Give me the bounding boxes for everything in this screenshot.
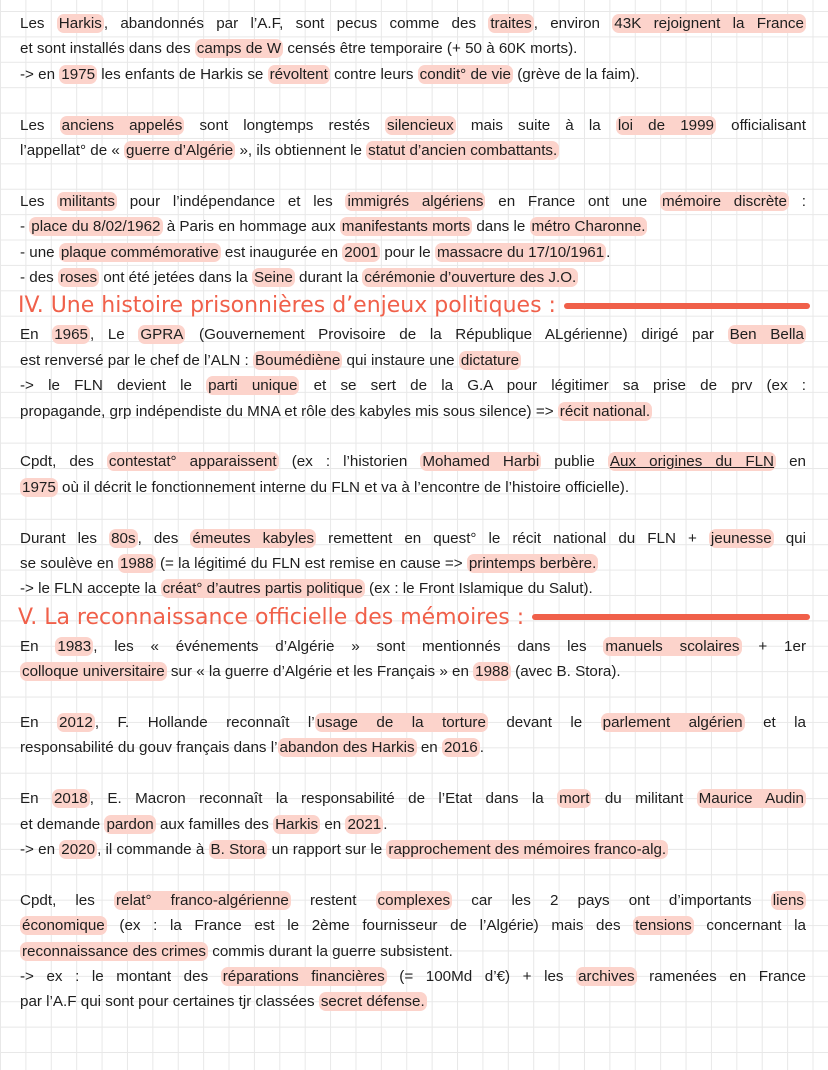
heading-underline-bar <box>532 614 810 620</box>
text-line <box>20 324 806 346</box>
text-line <box>20 941 806 963</box>
text-line <box>20 712 806 734</box>
highlighted-text: loi de 1999 <box>617 116 714 134</box>
text-segment: qui <box>773 529 806 547</box>
highlighted-text: 2018 <box>53 790 88 808</box>
text-segment: , Le <box>90 326 139 344</box>
highlighted-text: militants <box>59 192 115 210</box>
text-line <box>20 814 806 836</box>
highlighted-text: parti unique <box>208 377 298 395</box>
highlighted-text: traites <box>490 15 532 32</box>
text-segment: (ex : le Front Islamique du Salut). <box>364 580 593 598</box>
text-segment: officialisant <box>715 116 806 134</box>
text-segment: publie <box>541 453 608 471</box>
text-segment: par l’A.F qui sont pour certaines tjr classées <box>20 993 319 1011</box>
text-segment: Durant les <box>20 529 110 547</box>
text-segment: - des <box>20 269 58 286</box>
text-line <box>20 13 806 35</box>
text-line <box>20 636 806 658</box>
text-segment: (avec B. Stora). <box>510 663 621 681</box>
highlighted-text: roses <box>59 269 98 286</box>
text-segment: (ex : l’historien <box>278 453 421 471</box>
text-line <box>20 661 806 683</box>
text-segment: - <box>20 218 30 236</box>
text-segment: est renversé par le chef de l’ALN : <box>20 351 253 369</box>
text-segment: à Paris en hommage aux <box>162 218 340 236</box>
text-segment: durant la <box>294 269 363 286</box>
text-line <box>20 267 806 289</box>
highlighted-text: GPRA <box>140 326 184 344</box>
text-segment: En <box>20 326 53 344</box>
text-line <box>20 375 806 397</box>
highlighted-text: Mohamed Harbi <box>422 453 540 471</box>
highlighted-text: économique <box>22 917 105 935</box>
text-segment: . <box>383 815 388 833</box>
text-line <box>20 140 806 162</box>
text-segment: En <box>20 790 52 808</box>
highlighted-text: émeutes kabyles <box>192 529 315 547</box>
highlighted-text: 2012 <box>59 714 93 731</box>
text-segment: concernant la <box>693 917 806 935</box>
text-segment: commis durant la guerre subsistent. <box>208 942 453 960</box>
text-segment: , environ <box>533 15 613 32</box>
highlighted-text: métro Charonne. <box>531 218 646 236</box>
text-line <box>20 578 806 600</box>
highlighted-text: plaque commémorative <box>60 243 219 261</box>
highlighted-text: 1983 <box>57 637 92 655</box>
text-line <box>20 401 806 423</box>
highlighted-text: immigrés algériens <box>347 192 484 210</box>
highlighted-text: pardon <box>106 815 154 833</box>
highlighted-text: dictature <box>460 351 520 369</box>
highlighted-text: parlement algérien <box>602 714 743 731</box>
text-segment: responsabilité du gouv français dans l’ <box>20 739 278 757</box>
highlighted-text: usage de la torture <box>316 714 486 731</box>
text-segment: pour l’indépendance et les <box>116 192 346 210</box>
text-segment: (Gouvernement Provisoire de la République ALgérienne) dirigé par <box>185 326 728 344</box>
text-line <box>20 553 806 575</box>
text-segment: et demande <box>20 815 105 833</box>
highlighted-text: manifestants morts <box>341 218 471 236</box>
highlighted-text: 2020 <box>61 841 96 858</box>
text-segment: , il commande à <box>97 841 209 858</box>
text-line <box>20 191 806 213</box>
highlighted-text: tensions <box>635 917 692 935</box>
text-segment: , des <box>137 529 191 547</box>
heading-underline-bar <box>564 303 810 309</box>
section-heading <box>18 293 810 318</box>
text-line <box>20 64 806 86</box>
highlighted-text: 1975 <box>22 478 56 496</box>
text-segment: -> le FLN devient le <box>20 377 207 395</box>
text-line <box>20 451 806 473</box>
text-segment: (= 100Md d’€) + les <box>386 968 577 985</box>
text-line <box>20 991 806 1013</box>
text-segment: un rapport sur le <box>267 841 387 858</box>
highlighted-text: reconnaissance des crimes <box>22 942 207 960</box>
section-heading-text: IV. Une histoire prisonnières d’enjeux politiques : <box>18 293 556 319</box>
text-segment: et la <box>744 714 806 731</box>
highlighted-text: condit° de vie <box>419 65 512 83</box>
text-segment: les enfants de Harkis se <box>97 65 268 83</box>
text-segment: En <box>20 714 58 731</box>
text-segment: Les <box>20 116 60 134</box>
text-line <box>20 38 806 60</box>
text-segment: -> ex : le montant des <box>20 968 221 985</box>
highlighted-text: mémoire discrète <box>661 192 787 210</box>
text-line <box>20 115 806 137</box>
highlighted-text: 2016 <box>443 739 478 757</box>
text-segment: et se sert de la G.A pour légitimer sa prise de prv (ex : <box>299 377 806 395</box>
text-segment: sont longtemps restés <box>184 116 386 134</box>
text-segment: Cpdt, les <box>20 891 114 909</box>
highlighted-text: 80s <box>111 529 136 547</box>
text-line <box>20 737 806 759</box>
text-segment: pour le <box>380 243 435 261</box>
text-segment: car les 2 pays ont d’importants <box>452 891 771 909</box>
text-segment: », ils obtiennent le <box>235 142 367 159</box>
text-segment: et sont installés dans des <box>20 40 195 58</box>
text-segment: En <box>20 637 56 655</box>
text-segment: . <box>606 243 611 261</box>
text-line <box>20 216 806 238</box>
highlighted-text: abandon des Harkis <box>279 739 415 757</box>
text-segment: en <box>320 815 346 833</box>
highlighted-text: contestat° apparaissent <box>108 453 277 471</box>
highlighted-text: anciens appelés <box>61 116 183 134</box>
text-segment: où il décrit le fonctionnement interne du FLN et va à l’encontre de l’histoire officielle). <box>57 478 630 496</box>
text-segment: -> le FLN accepte la <box>20 580 161 598</box>
highlighted-text: archives <box>578 968 635 985</box>
text-segment: , les « événements d’Algérie » sont mentionnés dans les <box>93 637 604 655</box>
highlighted-text: Harkis <box>58 15 102 32</box>
highlighted-text: manuels scolaires <box>605 637 740 655</box>
highlighted-text: Boumédiène <box>255 351 341 369</box>
text-segment: propagande, grp indépendiste du MNA et rôle des kabyles mis sous silence) => <box>20 402 558 420</box>
text-segment: remettent en quest° le récit national du FLN + <box>316 529 709 547</box>
highlighted-text: Maurice Audin <box>698 790 804 808</box>
highlighted-text: secret défense. <box>320 993 425 1011</box>
text-segment: ont été jetées dans la <box>99 269 252 286</box>
text-segment: -> en <box>20 841 60 858</box>
text-segment: se soulève en <box>20 555 118 572</box>
text-segment: (ex : la France est le 2ème fournisseur de l’Algérie) mais des <box>106 917 634 935</box>
text-line <box>20 788 806 810</box>
text-segment: qui instaure une <box>342 351 459 369</box>
highlighted-text: mort <box>559 790 590 808</box>
highlighted-text: Harkis <box>275 815 319 833</box>
text-segment: mais suite à la <box>455 116 616 134</box>
text-segment: Les <box>20 192 58 210</box>
highlighted-text: liens <box>772 891 805 909</box>
text-segment: Les <box>20 15 57 32</box>
text-segment: dans le <box>472 218 530 236</box>
text-segment: du militant <box>591 790 697 808</box>
text-line <box>20 890 806 912</box>
highlighted-text: printemps berbère. <box>468 555 597 572</box>
text-segment: (= la légitimé du FLN est remise en cause => <box>155 555 467 572</box>
highlighted-text: silencieux <box>387 116 454 134</box>
highlighted-text: cérémonie d’ouverture des J.O. <box>364 269 577 286</box>
highlighted-text: créat° d’autres partis politique <box>162 580 363 598</box>
text-segment: aux familles des <box>155 815 274 833</box>
text-line <box>20 242 806 264</box>
highlighted-text: Seine <box>253 269 293 286</box>
text-segment: Cpdt, des <box>20 453 107 471</box>
highlighted-text: 2001 <box>344 243 379 261</box>
text-segment: , F. Hollande reconnaît l’ <box>94 714 315 731</box>
highlighted-text: statut d’ancien combattants. <box>368 142 558 159</box>
highlighted-text: récit national. <box>559 402 651 420</box>
text-line <box>20 477 806 499</box>
text-segment: ramenées en France <box>636 968 806 985</box>
text-line <box>20 528 806 550</box>
text-segment: restent <box>290 891 376 909</box>
highlighted-text: B. Stora <box>210 841 266 858</box>
highlighted-text: 1988 <box>119 555 154 572</box>
text-segment: est inaugurée en <box>220 243 343 261</box>
text-segment: contre leurs <box>329 65 418 83</box>
highlighted-text: massacre du 17/10/1961 <box>436 243 605 261</box>
text-line <box>20 839 806 861</box>
text-segment: sur « la guerre d’Algérie et les Français » en <box>166 663 474 681</box>
section-heading-text: V. La reconnaissance officielle des mémoires : <box>18 604 525 630</box>
section-heading <box>18 605 810 630</box>
highlighted-text: réparations financières <box>222 968 385 985</box>
text-line <box>20 966 806 988</box>
text-segment: , abandonnés par l’A.F, sont pecus comme des <box>103 15 489 32</box>
text-segment: (grève de la faim). <box>513 65 640 83</box>
text-segment: censés être temporaire (+ 50 à 60K morts). <box>283 40 578 58</box>
highlighted-text: Ben Bella <box>729 326 805 344</box>
text-segment: + 1er <box>741 637 806 655</box>
text-segment: en <box>416 739 442 757</box>
text-segment: . <box>479 739 484 757</box>
text-segment: -> en <box>20 65 60 83</box>
text-segment: en <box>776 453 806 471</box>
text-line <box>20 350 806 372</box>
highlighted-text: 43K rejoignent la France <box>614 15 804 32</box>
text-segment: devant le <box>487 714 601 731</box>
highlighted-text: rapprochement des mémoires franco-alg. <box>388 841 667 858</box>
highlighted-text: révoltent <box>269 65 328 83</box>
highlighted-text: complexes <box>377 891 451 909</box>
text-line <box>20 915 806 937</box>
highlighted-text: 1975 <box>61 65 96 83</box>
text-segment: : <box>788 192 806 210</box>
highlighted-text: Aux origines du FLN <box>609 453 775 471</box>
highlighted-text: camps de W <box>196 40 282 58</box>
text-segment: l’appellat° de « <box>20 142 125 159</box>
highlighted-text: jeunesse <box>710 529 772 547</box>
text-segment: en France ont une <box>485 192 660 210</box>
highlighted-text: colloque universitaire <box>22 663 165 681</box>
highlighted-text: relat° franco-algérienne <box>115 891 289 909</box>
text-segment: , E. Macron reconnaît la responsabilité de l’Etat dans la <box>89 790 558 808</box>
text-segment: - une <box>20 243 59 261</box>
highlighted-text: 2021 <box>347 815 382 833</box>
highlighted-text: place du 8/02/1962 <box>31 218 161 236</box>
highlighted-text: 1965 <box>54 326 88 344</box>
highlighted-text: guerre d’Algérie <box>126 142 234 159</box>
highlighted-text: 1988 <box>475 663 509 681</box>
